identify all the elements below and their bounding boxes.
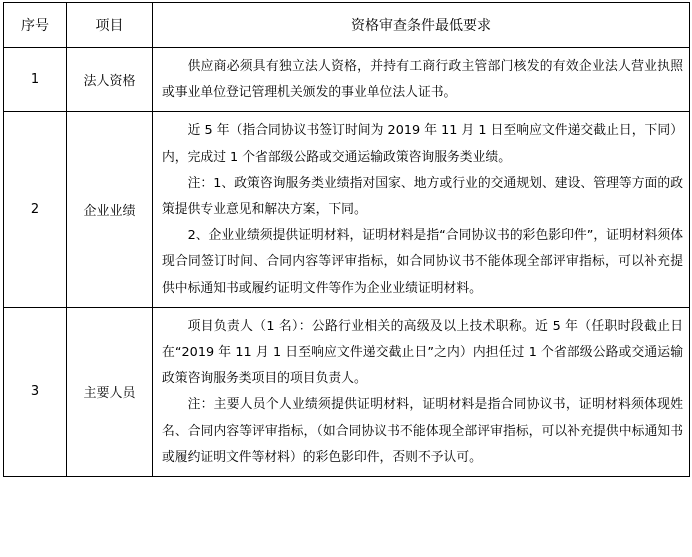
header-item: 项目: [67, 3, 153, 48]
row-number: 2: [4, 112, 67, 307]
row-number: 1: [4, 48, 67, 112]
header-no: 序号: [4, 3, 67, 48]
requirement-note: 2、企业业绩须提供证明材料，证明材料是指“合同协议书的彩色影印件”，证明材料须体现合同签订时间、合同内容等评审指标，如合同协议书不能体现全部评审指标，可以补充提供中标通知书或履约证明文件等作为企业业绩证明材料。: [162, 228, 683, 296]
requirement-note: 注：主要人员个人业绩须提供证明材料，证明材料是指合同协议书，证明材料须体现姓名、合同内容等评审指标，（如合同协议书不能体现全部评审指标，可以补充提供中标通知书或履约证明文件等材料）的彩色影印件，否则不予认可。: [162, 397, 683, 465]
header-requirement: 资格审查条件最低要求: [153, 3, 690, 48]
table-row: [4, 112, 690, 307]
row-requirement: [153, 112, 690, 307]
header-row: [4, 3, 690, 48]
requirement-note: 注：1、政策咨询服务类业绩指对国家、地方或行业的交通规划、建设、管理等方面的政策提供专业意见和解决方案，下同。: [162, 175, 683, 218]
table-row: [4, 48, 690, 112]
requirement-paragraph: 近 5 年（指合同协议书签订时间为 2019 年 11 月 1 日至响应文件递交截止日，下同）内，完成过 1 个省部级公路或交通运输政策咨询服务类业绩。: [162, 123, 683, 165]
requirement-paragraph: 项目负责人（1 名）：公路行业相关的高级及以上技术职称。近 5 年（任职时段截止日在“2019 年 11 月 1 日至响应文件递交截止日”之内）内担任过 1 个省部级公路或交通运输政策咨询服务类项目的项目负责人。: [162, 318, 683, 387]
requirement-paragraph: 供应商必须具有独立法人资格，并持有工商行政主管部门核发的有效企业法人营业执照或事业单位登记管理机关颁发的事业单位法人证书。: [162, 59, 683, 101]
qualification-table: [3, 2, 690, 477]
row-item: 企业业绩: [67, 112, 153, 307]
row-requirement: [153, 48, 690, 112]
row-requirement: [153, 307, 690, 476]
row-number: 3: [4, 307, 67, 476]
row-item: 主要人员: [67, 307, 153, 476]
table-row: [4, 307, 690, 476]
row-item: 法人资格: [67, 48, 153, 112]
